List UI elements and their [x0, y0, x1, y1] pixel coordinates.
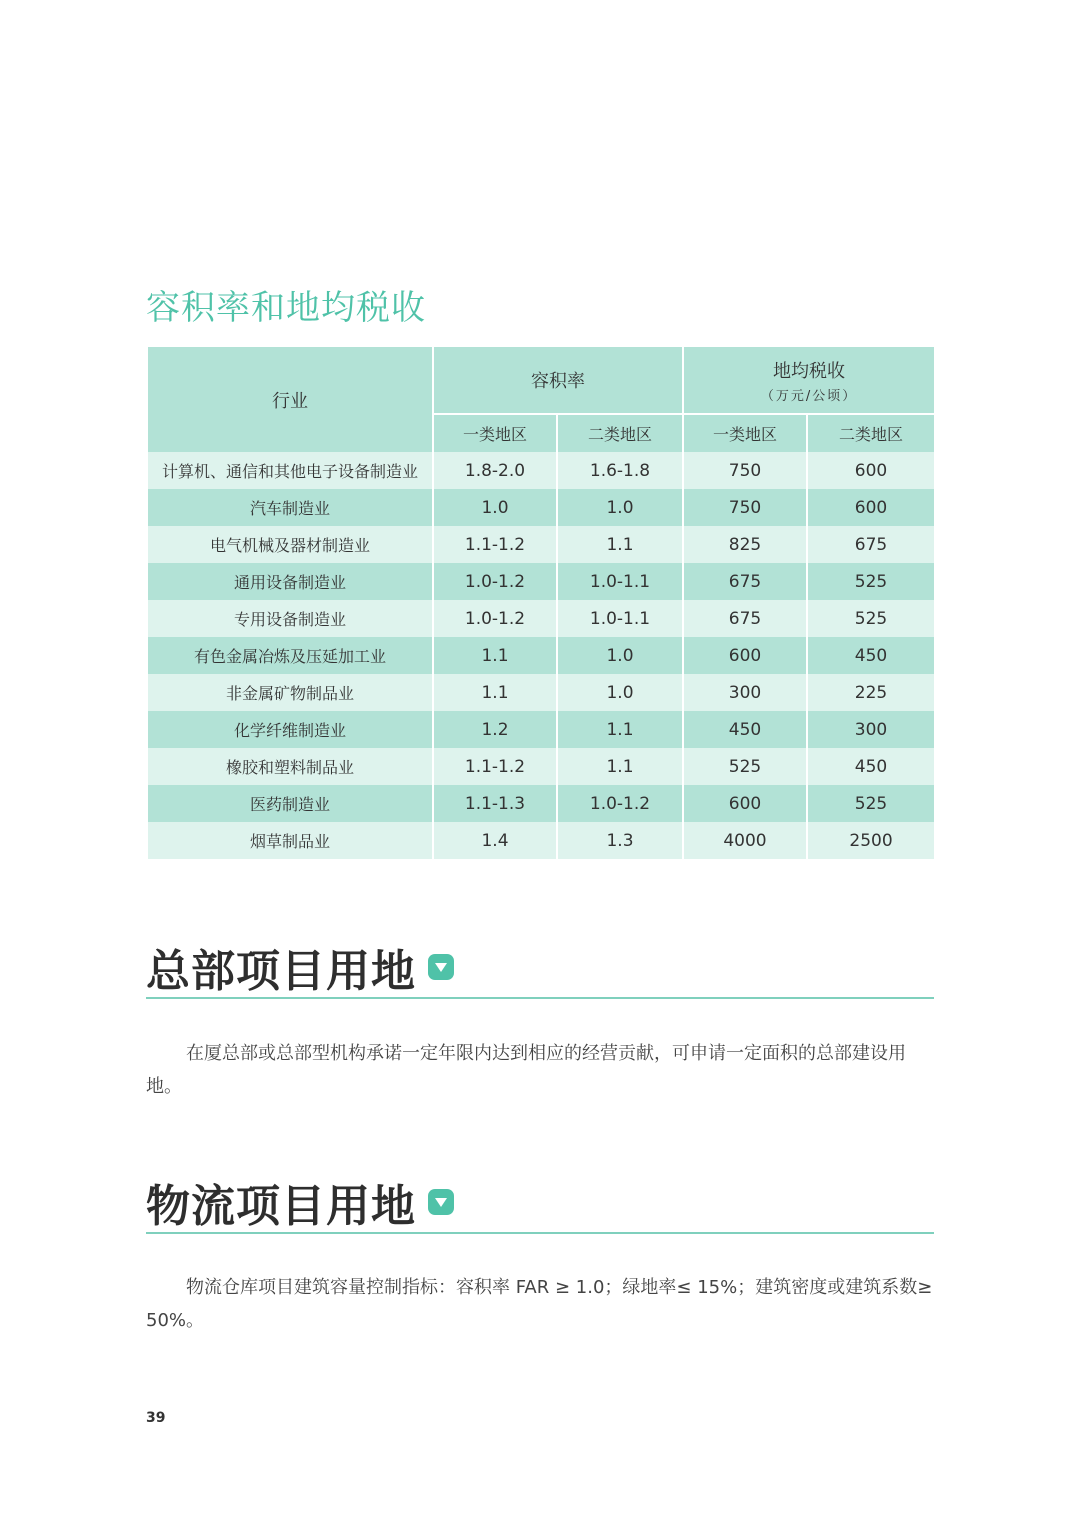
cell-tax1: 825 [683, 526, 807, 563]
cell-far2: 1.6-1.8 [557, 452, 683, 489]
logistics-title: 物流项目用地 [146, 1181, 416, 1232]
header-tax-zone1: 一类地区 [683, 414, 807, 452]
cell-tax1: 600 [683, 785, 807, 822]
cell-industry: 烟草制品业 [147, 822, 433, 859]
cell-industry: 专用设备制造业 [147, 600, 433, 637]
cell-far1: 1.1-1.2 [433, 748, 557, 785]
cell-far2: 1.3 [557, 822, 683, 859]
cell-far1: 1.1-1.2 [433, 526, 557, 563]
cell-tax1: 675 [683, 600, 807, 637]
cell-far2: 1.0 [557, 674, 683, 711]
cell-industry: 计算机、通信和其他电子设备制造业 [147, 452, 433, 489]
header-tax-zone2: 二类地区 [807, 414, 935, 452]
logistics-paragraph: 物流仓库项目建筑容量控制指标：容积率 FAR ≥ 1.0；绿地率≤ 15%；建筑密度或建筑系数≥ 50%。 [146, 1277, 933, 1331]
header-far: 容积率 [433, 347, 683, 414]
header-tax-label: 地均税收 [773, 360, 845, 382]
cell-far2: 1.1 [557, 748, 683, 785]
cell-far2: 1.1 [557, 711, 683, 748]
header-far-zone1: 一类地区 [433, 414, 557, 452]
cell-industry: 橡胶和塑料制品业 [147, 748, 433, 785]
logistics-divider [146, 1232, 934, 1234]
table-row [147, 637, 935, 674]
hq-heading [146, 935, 454, 999]
table-row [147, 452, 935, 489]
hq-divider [146, 997, 934, 999]
cell-tax1: 750 [683, 452, 807, 489]
chevron-down-icon [428, 1189, 454, 1215]
cell-far1: 1.4 [433, 822, 557, 859]
cell-tax1: 4000 [683, 822, 807, 859]
cell-far2: 1.0-1.1 [557, 600, 683, 637]
cell-tax2: 450 [807, 748, 935, 785]
cell-far1: 1.0 [433, 489, 557, 526]
cell-industry: 医药制造业 [147, 785, 433, 822]
header-far-zone2: 二类地区 [557, 414, 683, 452]
cell-tax1: 750 [683, 489, 807, 526]
table-row [147, 822, 935, 859]
cell-industry: 电气机械及器材制造业 [147, 526, 433, 563]
table-row [147, 489, 935, 526]
cell-industry: 非金属矿物制品业 [147, 674, 433, 711]
header-industry: 行业 [147, 347, 433, 452]
page-number: 39 [146, 1410, 166, 1426]
cell-far1: 1.1 [433, 674, 557, 711]
cell-far1: 1.1 [433, 637, 557, 674]
header-tax-unit: （万元/公顷） [760, 388, 858, 404]
table-row [147, 711, 935, 748]
header-tax [683, 347, 935, 414]
logistics-heading [146, 1170, 454, 1234]
cell-tax1: 675 [683, 563, 807, 600]
cell-tax2: 675 [807, 526, 935, 563]
chevron-down-icon [428, 954, 454, 980]
table-row [147, 600, 935, 637]
cell-tax2: 450 [807, 637, 935, 674]
cell-tax2: 2500 [807, 822, 935, 859]
cell-far2: 1.0-1.1 [557, 563, 683, 600]
cell-tax2: 525 [807, 600, 935, 637]
table-row [147, 563, 935, 600]
cell-far1: 1.0-1.2 [433, 563, 557, 600]
cell-far1: 1.0-1.2 [433, 600, 557, 637]
table-row [147, 785, 935, 822]
cell-far1: 1.2 [433, 711, 557, 748]
cell-far1: 1.1-1.3 [433, 785, 557, 822]
hq-title: 总部项目用地 [146, 946, 416, 997]
cell-tax2: 300 [807, 711, 935, 748]
cell-tax2: 525 [807, 563, 935, 600]
cell-tax1: 600 [683, 637, 807, 674]
cell-far2: 1.1 [557, 526, 683, 563]
far-tax-table [146, 347, 936, 859]
cell-tax1: 300 [683, 674, 807, 711]
cell-industry: 有色金属冶炼及压延加工业 [147, 637, 433, 674]
cell-far1: 1.8-2.0 [433, 452, 557, 489]
section-title: 容积率和地均税收 [146, 288, 426, 328]
hq-paragraph: 在厦总部或总部型机构承诺一定年限内达到相应的经营贡献，可申请一定面积的总部建设用地。 [146, 1043, 906, 1097]
cell-industry: 化学纤维制造业 [147, 711, 433, 748]
table-row [147, 526, 935, 563]
cell-far2: 1.0 [557, 637, 683, 674]
cell-tax2: 600 [807, 452, 935, 489]
cell-industry: 通用设备制造业 [147, 563, 433, 600]
cell-tax1: 525 [683, 748, 807, 785]
cell-tax2: 525 [807, 785, 935, 822]
cell-industry: 汽车制造业 [147, 489, 433, 526]
cell-tax1: 450 [683, 711, 807, 748]
cell-tax2: 600 [807, 489, 935, 526]
cell-far2: 1.0 [557, 489, 683, 526]
cell-tax2: 225 [807, 674, 935, 711]
table-row [147, 674, 935, 711]
cell-far2: 1.0-1.2 [557, 785, 683, 822]
table-row [147, 748, 935, 785]
